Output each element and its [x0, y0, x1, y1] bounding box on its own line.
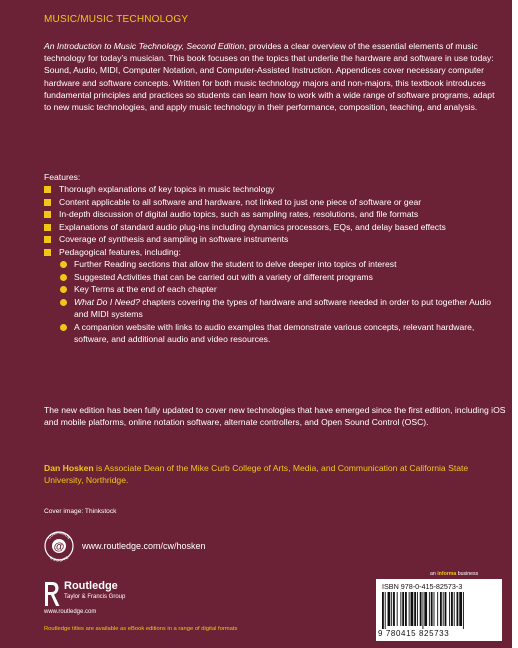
- square-bullet-icon: [44, 236, 51, 243]
- sub-list-item: Key Terms at the end of each chapter: [59, 283, 506, 296]
- sub-list-item: Further Reading sections that allow the student to delve deeper into topics of interest: [59, 258, 506, 271]
- features-heading: Features:: [44, 172, 81, 182]
- informa-business-label: an informa business: [430, 571, 479, 577]
- companion-website-badge-icon: [44, 528, 74, 564]
- author-bio: Dan Hosken is Associate Dean of the Mike Curb College of Arts, Media, and Communication at California State University, Northridge.: [44, 463, 469, 486]
- round-bullet-icon: [60, 274, 67, 281]
- author-name: Dan Hosken: [44, 463, 94, 473]
- list-item: Coverage of synthesis and sampling in software instruments: [44, 233, 506, 246]
- sub-list-item: What Do I Need? chapters covering the types of hardware and software needed in order to put together Audio and MIDI systems: [59, 296, 506, 321]
- list-item: Explanations of standard audio plug-ins including dynamics processors, EQs, and delay based effects: [44, 221, 506, 234]
- square-bullet-icon: [44, 224, 51, 231]
- square-bullet-icon: [44, 199, 51, 206]
- sub-list-item: Suggested Activities that can be carried out with a variety of different programs: [59, 271, 506, 284]
- book-title: An Introduction to Music Technology, Second Edition: [44, 41, 245, 51]
- publisher-name: Routledge: [64, 580, 118, 592]
- round-bullet-icon: [60, 324, 67, 331]
- barcode-icon: [382, 592, 496, 629]
- barcode-panel: [376, 579, 502, 641]
- svg-text:@: @: [53, 541, 65, 554]
- badge-bottom-text: WEBSITE: [48, 555, 70, 563]
- round-bullet-icon: [60, 261, 67, 268]
- list-item: Content applicable to all software and hardware, not linked to just one piece of software or gear: [44, 196, 506, 209]
- routledge-logo-icon: [44, 580, 60, 608]
- badge-top-text: COMPANION: [47, 530, 71, 540]
- publisher-group: Taylor & Francis Group: [64, 594, 126, 600]
- sub-list-item: A companion website with links to audio examples that demonstrate various concepts, relevant hardware, software, and additional audio and video resources.: [59, 321, 506, 346]
- closing-paragraph: The new edition has been fully updated to cover new technologies that have emerged since the first edition, including iOS and mobile platforms, online notation software, alternate controllers, and Open Sound Control (OSC).: [44, 405, 506, 428]
- round-bullet-icon: [60, 299, 67, 306]
- square-bullet-icon: [44, 211, 51, 218]
- round-bullet-icon: [60, 286, 67, 293]
- list-item: Pedagogical features, including: Further Reading sections that allow the student to delve deeper into topics of interest Suggested Activities that can be carried out with a variety of different programs Key Terms at the end of each chapter What Do I Need? chapters covering the types of hardware and software needed in order to put together Audio and MIDI systems A companion website with links to audio examples that demonstrate various concepts, relevant hardware, software, and additional audio and video resources.: [44, 246, 506, 346]
- page-edge: [512, 0, 518, 648]
- cover-credit: Cover image: Thinkstock: [44, 508, 117, 515]
- isbn-text: ISBN 978-0-415-82573-3: [382, 582, 463, 591]
- companion-url[interactable]: www.routledge.com/cw/hosken: [82, 541, 206, 551]
- list-item: Thorough explanations of key topics in music technology: [44, 183, 506, 196]
- square-bullet-icon: [44, 186, 51, 193]
- ebook-note: Routledge titles are available as eBook editions in a range of digital formats: [44, 626, 238, 632]
- category-label: MUSIC/MUSIC TECHNOLOGY: [44, 14, 189, 25]
- square-bullet-icon: [44, 249, 51, 256]
- barcode-digits: 9 780415 825733: [378, 629, 450, 638]
- publisher-url[interactable]: www.routledge.com: [44, 609, 97, 615]
- intro-paragraph: [44, 40, 500, 113]
- list-item: In-depth discussion of digital audio topics, such as sampling rates, resolutions, and file formats: [44, 208, 506, 221]
- svg-text:COMPANION: [47, 531, 71, 540]
- svg-text:WEBSITE: [49, 555, 70, 562]
- intro-text: , provides a clear overview of the essential elements of music technology for today’s musician. This book focuses on the topics that underlie the hardware and software in use today: Sound, Audio, MIDI, Computer Notation, and Computer-Assisted Instruction. Appendices cover necessary computer hardware and software concepts. Written for both music technology majors and non-majors, this textbook introduces fundamental principles and practices so students can learn how to work with a wide range of software programs, adapt to new music technologies, and apply music technology in their performance, composition, teaching, and analysis.: [44, 41, 495, 113]
- pedagogical-sublist: [59, 258, 506, 346]
- features-list: [44, 183, 506, 346]
